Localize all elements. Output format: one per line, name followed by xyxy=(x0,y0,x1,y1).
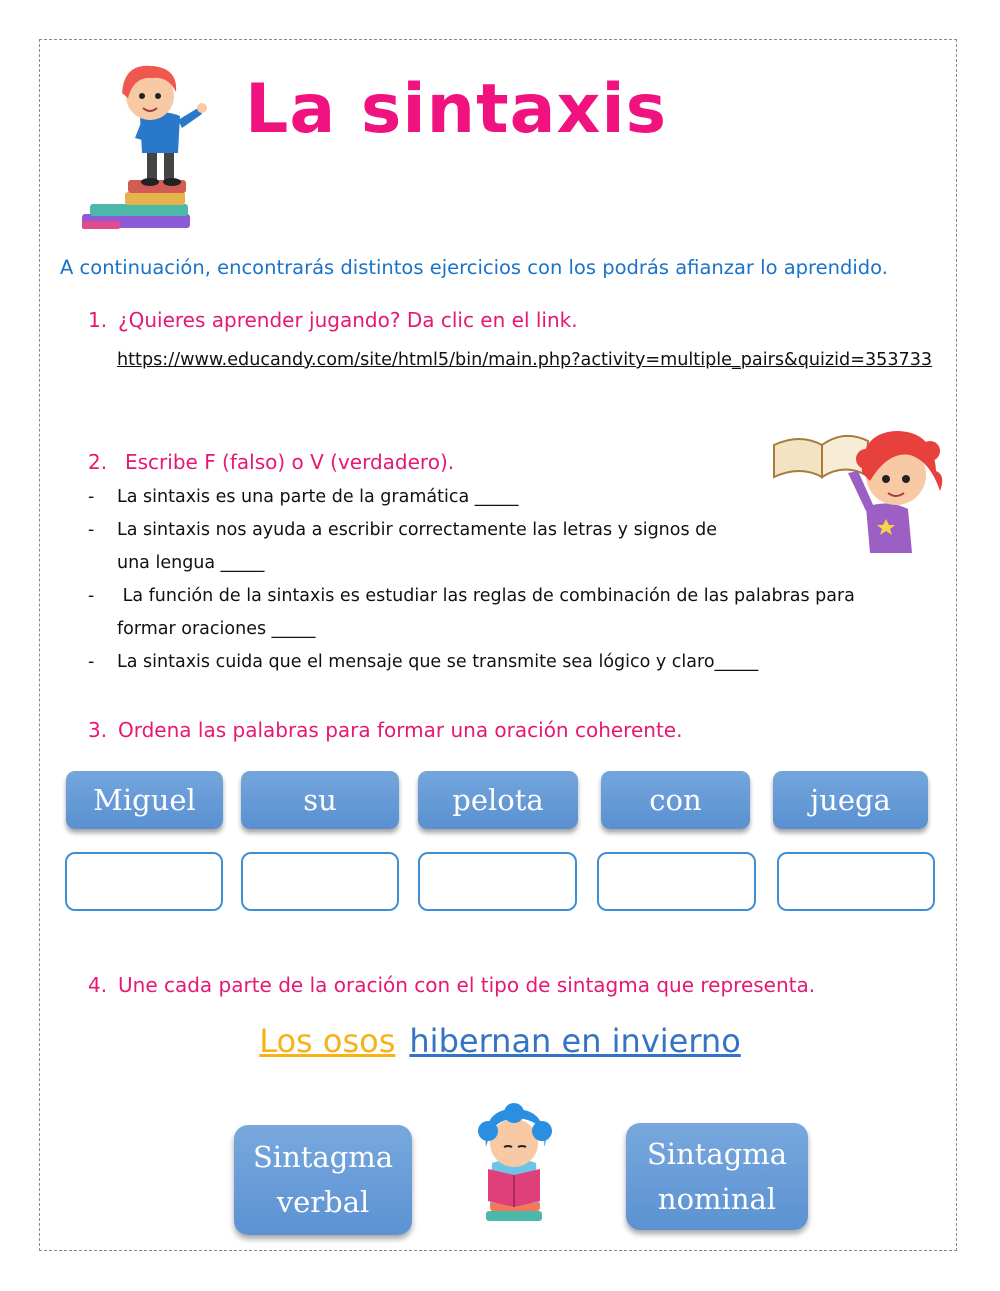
section-1-number: 1. xyxy=(88,308,108,332)
section-3-text: Ordena las palabras para formar una oración coherente. xyxy=(118,718,683,742)
section-2-number: 2. xyxy=(88,450,108,474)
section-4-text: Une cada parte de la oración con el tipo de sintagma que representa. xyxy=(118,973,816,997)
section-4-number: 4. xyxy=(88,973,108,997)
sintagma-nominal-line1: Sintagma xyxy=(646,1136,788,1171)
sintagma-verbal-line1: Sintagma xyxy=(252,1140,394,1174)
section-1-text: ¿Quieres aprender jugando? Da clic en el link. xyxy=(118,308,578,332)
statement-dash: - xyxy=(88,586,95,606)
section-2-heading xyxy=(88,450,454,474)
word-tile-pelota[interactable]: pelota xyxy=(418,771,578,829)
statement-3-text: La función de la sintaxis es estudiar las reglas de combinación de las palabras para xyxy=(117,586,855,606)
answer-slot-4[interactable] xyxy=(597,852,756,911)
boy-illustration xyxy=(80,58,215,236)
verb-phrase-text: hibernan en invierno xyxy=(409,1022,741,1060)
statement-dash: - xyxy=(88,487,95,507)
page-title: La sintaxis xyxy=(245,70,668,149)
answer-slot-5[interactable] xyxy=(777,852,935,911)
girl-book-illustration xyxy=(770,415,955,563)
section-2-text: Escribe F (falso) o V (verdadero). xyxy=(125,450,455,474)
statement-dash: - xyxy=(88,520,95,540)
statement-2 xyxy=(88,514,717,580)
sintagma-verbal-box[interactable] xyxy=(234,1125,412,1235)
answer-slot-1[interactable] xyxy=(65,852,223,911)
statement-3 xyxy=(88,580,855,646)
child-reading-illustration xyxy=(468,1103,560,1229)
sintagma-verbal-line2: verbal xyxy=(276,1185,370,1219)
word-tile-miguel[interactable]: Miguel xyxy=(66,771,223,829)
section-1-heading xyxy=(88,308,578,332)
section-3-number: 3. xyxy=(88,718,108,742)
sintagma-nominal-box[interactable] xyxy=(626,1123,808,1230)
noun-phrase-text: Los osos xyxy=(259,1022,396,1060)
sintagma-nominal-line2: nominal xyxy=(657,1181,777,1216)
statement-3-continued: formar oraciones _____ xyxy=(117,619,316,639)
answer-slot-2[interactable] xyxy=(241,852,399,911)
answer-slot-3[interactable] xyxy=(418,852,577,911)
word-tile-su[interactable]: su xyxy=(241,771,399,829)
statement-2-continued: una lengua _____ xyxy=(117,553,265,573)
statement-dash: - xyxy=(88,652,95,672)
statement-4-text: La sintaxis cuida que el mensaje que se transmite sea lógico y claro_____ xyxy=(117,652,759,672)
statement-1-text: La sintaxis es una parte de la gramática _____ xyxy=(117,487,519,507)
educandy-link[interactable]: https://www.educandy.com/site/html5/bin/main.php?activity=multiple_pairs&quizid=353733 xyxy=(117,350,933,370)
statement-1 xyxy=(88,481,519,514)
intro-text: A continuación, encontrarás distintos ejercicios con los podrás afianzar lo aprendido. xyxy=(60,256,888,279)
section-3-heading xyxy=(88,718,682,742)
statement-2-text: La sintaxis nos ayuda a escribir correctamente las letras y signos de xyxy=(117,520,718,540)
word-tile-con[interactable]: con xyxy=(601,771,750,829)
section-4-heading xyxy=(88,973,815,997)
word-tile-juega[interactable]: juega xyxy=(773,771,928,829)
example-sentence xyxy=(0,1022,1000,1060)
statement-4 xyxy=(88,646,758,679)
